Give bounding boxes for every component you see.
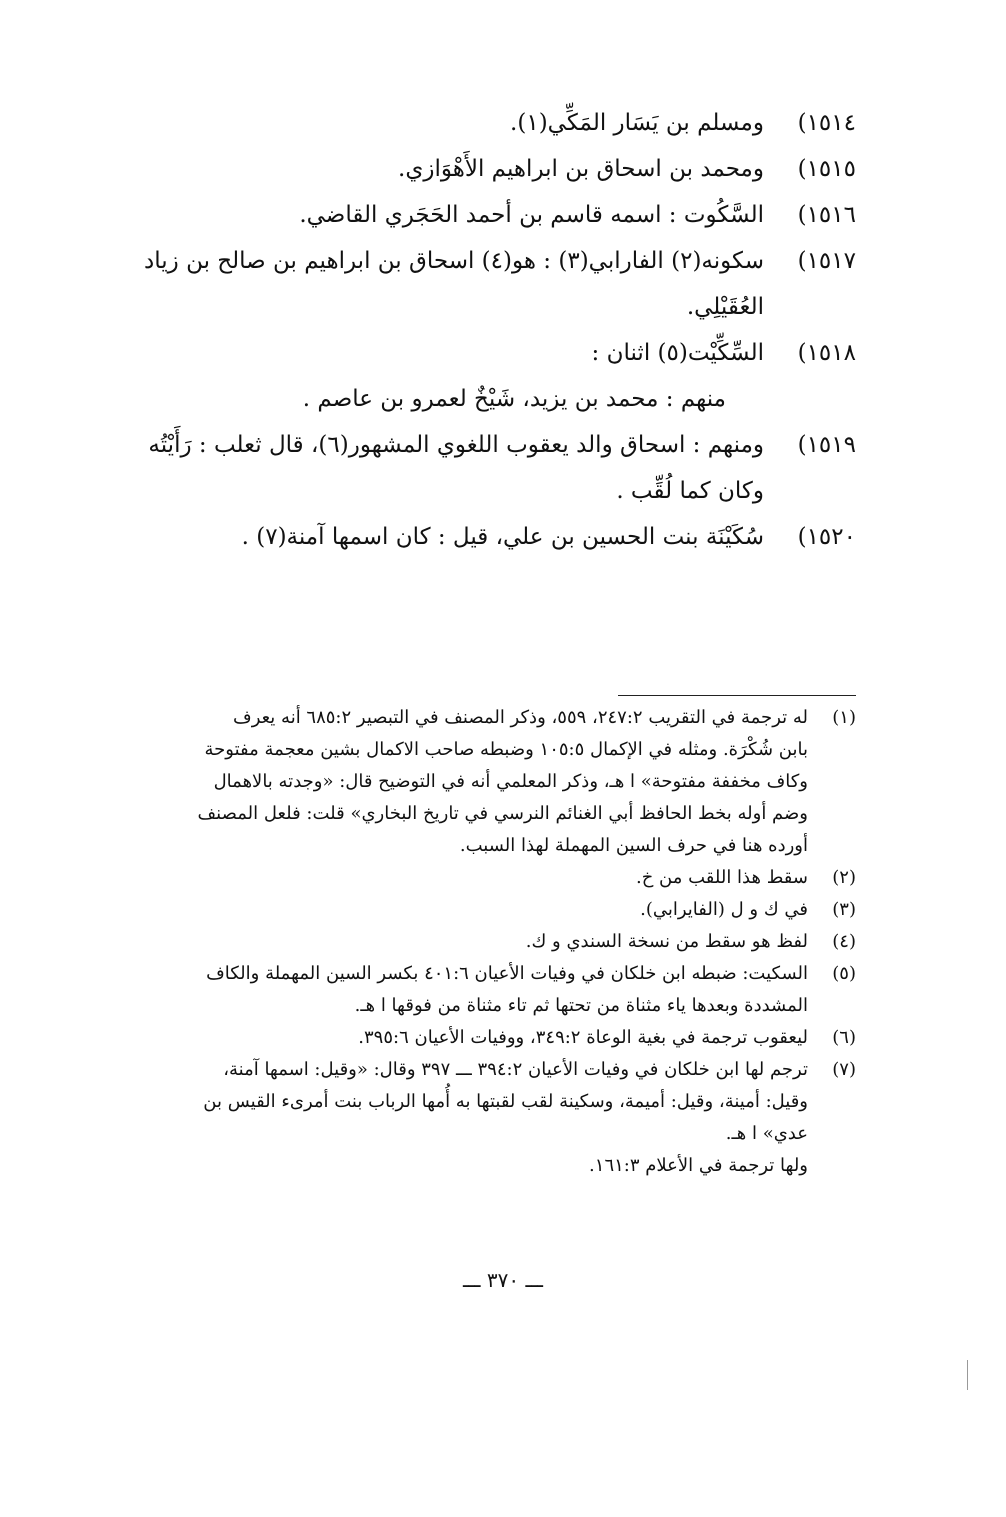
footnote-number: (٦) [832,1027,856,1048]
footnote-number: (٤) [832,931,856,952]
entry-text: السَّكُوت : اسمه قاسم بن أحمد الحَجَري القاضي. [299,202,764,228]
footnote-7 [138,1054,856,1150]
footnote-text [138,1022,808,1054]
entry-1516 [136,192,856,238]
footnote-text [138,926,808,958]
entry-number: ١٥١٦) [797,202,856,228]
footnote-text [138,1054,808,1150]
entry-1517 [136,238,856,330]
footnote-separator [618,695,856,696]
footnote-line: السكيت: ضبطه ابن خلكان في وفيات الأعيان ٤٠١:٦ بكسر السين المهملة والكاف [206,963,808,984]
footnote-line: وقيل: أمينة، وقيل: أميمة، وسكينة لقب لقبتها به أُمها الرباب بنت أمرىء القيس بن [203,1091,808,1112]
entry-text: سُكَيْنَة بنت الحسين بن علي، قيل : كان اسمها آمنة(٧) . [241,524,764,550]
page-number: ـــ ٣٧٠ ـــ [462,1268,544,1292]
footnote-number: (٣) [832,899,856,920]
entry-number: ١٥٢٠) [797,524,856,550]
footnote-3 [138,894,856,926]
footnote-1 [138,702,856,862]
entry-number: ١٥١٧) [797,248,856,274]
scan-edge-mark [967,1360,968,1390]
entry-text: ومحمد بن اسحاق بن ابراهيم الأَهْوَازي. [398,156,764,182]
entry-text [136,422,764,514]
entry-1515 [136,146,856,192]
footnote-text [138,894,808,926]
footnote-text [138,702,808,862]
footnote-line: بابن شُكْرَة. ومثله في الإكمال ١٠٥:٥ وضبطه صاحب الاكمال بشين معجمة مفتوحة [204,739,808,760]
footnote-number: (٢) [832,867,856,888]
entry-1514 [136,100,856,146]
entry-line: سكونه(٢) الفارابي(٣) : هو(٤) اسحاق بن ابراهيم بن صالح بن زياد [144,248,764,274]
entry-line: العُقَيْلِي. [686,294,764,320]
footnote-line: سقط هذا اللقب من خ. [635,867,808,888]
footnote-continuation: ولها ترجمة في الأعلام ١٦١:٣. [589,1155,808,1176]
entry-line: ومنهم : اسحاق والد يعقوب اللغوي المشهور(٦)، قال ثعلب : رَأَيْتُه [148,432,764,458]
entry-1520 [136,514,856,560]
footnote-number: (٧) [832,1059,856,1080]
entry-number: ١٥١٥) [797,156,856,182]
footnotes-list [138,702,856,1182]
footnote-line: عدي» ا هـ. [725,1123,808,1144]
entry-text: السِّكِّيْت(٥) اثنان : [591,340,764,366]
footnote-line: في ك و ل (الفايرابي). [640,899,808,920]
entry-number: ١٥١٤) [797,110,856,136]
footnote-6 [138,1022,856,1054]
footnote-line: لفظ هو سقط من نسخة السندي و ك. [525,931,808,952]
entry-text: ومسلم بن يَسَار المَكِّي(١). [510,110,764,136]
footnote-line: له ترجمة في التقريب ٢٤٧:٢، ٥٥٩، وذكر المصنف في التبصير ٦٨٥:٢ أنه يعرف [233,707,808,728]
entry-1518 [136,330,856,376]
entry-number: ١٥١٩) [797,432,856,458]
footnote-line: المشددة وبعدها ياء مثناة من تحتها ثم تاء مثناة من فوقها ا هـ. [354,995,808,1016]
footnote-line: ليعقوب ترجمة في بغية الوعاة ٣٤٩:٢، ووفيات الأعيان ٣٩٥:٦. [358,1027,808,1048]
entry-text [136,238,764,330]
footnote-line: ترجم لها ابن خلكان في وفيات الأعيان ٣٩٤:٢ ـــ ٣٩٧ وقال: «وقيل: اسمها آمنة، [223,1059,808,1080]
footnote-number: (١) [832,707,856,728]
entry-1519 [136,422,856,514]
entry-number: ١٥١٨) [797,340,856,366]
footnote-number: (٥) [832,963,856,984]
entries-list [136,100,856,560]
footnote-line: أورده هنا في حرف السين المهملة لهذا السبب. [459,835,808,856]
footnote-2 [138,862,856,894]
entry-sub-line: منهم : محمد بن يزيد، شَيْخٌ لعمرو بن عاصم . [302,386,726,412]
footnote-text [138,862,808,894]
footnote-5 [138,958,856,1022]
footnote-text [138,958,808,1022]
footnote-4 [138,926,856,958]
footnote-line: وضم أوله بخط الحافظ أبي الغنائم النرسي في تاريخ البخاري» قلت: فلعل المصنف [197,803,808,824]
entry-line: وكان كما لُقِّب . [616,478,764,504]
footnote-line: وكاف مخففة مفتوحة» ا هـ، وذكر المعلمي أنه في التوضيح قال: «وجدته بالاهمال [213,771,808,792]
